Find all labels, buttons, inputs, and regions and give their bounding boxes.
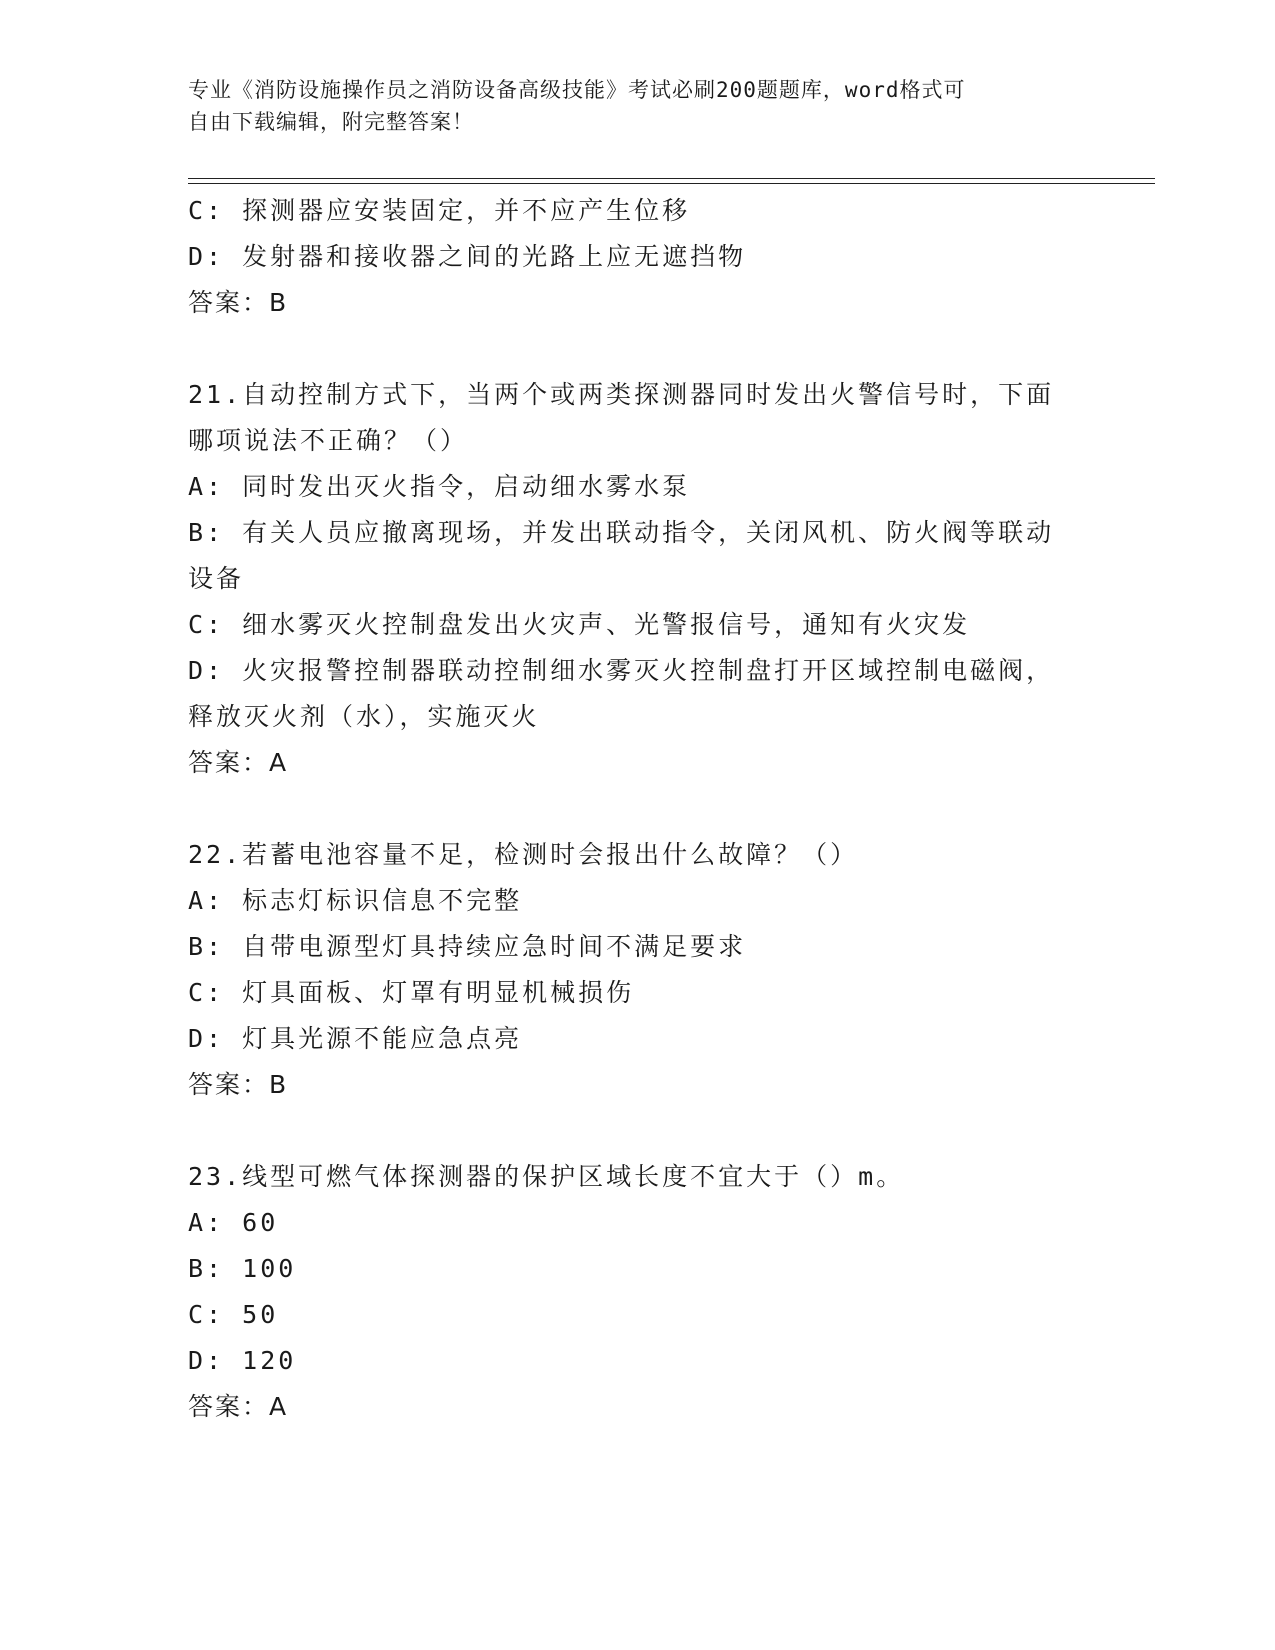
header-divider-top: [188, 178, 1155, 179]
answer-line: 答案：A: [188, 748, 289, 777]
option-c: C: 探测器应安装固定，并不应产生位移: [188, 196, 691, 225]
option-c: C: 50: [188, 1300, 279, 1329]
option-b: B: 100: [188, 1254, 297, 1283]
option-d: D: 火灾报警控制器联动控制细水雾灭火控制盘打开区域控制电磁阀，: [188, 656, 1055, 685]
spacer: [188, 326, 1088, 372]
spacer: [188, 1108, 1088, 1154]
option-b: B: 有关人员应撤离现场，并发出联动指令，关闭风机、防火阀等联动: [188, 518, 1055, 547]
answer-line: 答案：B: [188, 288, 289, 317]
option-a: A: 同时发出灭火指令，启动细水雾水泵: [188, 472, 691, 501]
question-stem-continued: 哪项说法不正确？（）: [188, 426, 469, 455]
answer-line: 答案：A: [188, 1392, 289, 1421]
question-21: [188, 372, 1088, 786]
option-d: D: 120: [188, 1346, 297, 1375]
header-line-2: 自由下载编辑，附完整答案！: [188, 110, 474, 134]
option-b-continued: 设备: [188, 564, 245, 593]
question-23: [188, 1154, 1088, 1430]
answer-line: 答案：B: [188, 1070, 289, 1099]
question-stem: 22.若蓄电池容量不足，检测时会报出什么故障？（）: [188, 840, 859, 869]
question-stem: 23.线型可燃气体探测器的保护区域长度不宜大于（）m。: [188, 1162, 905, 1191]
option-d-continued: 释放灭火剂（水），实施灭火: [188, 702, 540, 731]
option-a: A: 60: [188, 1208, 279, 1237]
spacer: [188, 786, 1088, 832]
question-22: [188, 832, 1088, 1108]
question-stem: 21.自动控制方式下，当两个或两类探测器同时发出火警信号时，下面: [188, 380, 1055, 409]
question-list: [188, 188, 1088, 1430]
option-c: C: 细水雾灭火控制盘发出火灾声、光警报信号，通知有火灾发: [188, 610, 971, 639]
document-header: [188, 74, 1068, 138]
option-c: C: 灯具面板、灯罩有明显机械损伤: [188, 978, 635, 1007]
option-b: B: 自带电源型灯具持续应急时间不满足要求: [188, 932, 747, 961]
option-a: A: 标志灯标识信息不完整: [188, 886, 523, 915]
header-divider-bottom: [188, 183, 1155, 184]
header-line-1: 专业《消防设施操作员之消防设备高级技能》考试必刷200题题库，word格式可: [188, 78, 966, 102]
option-d: D: 灯具光源不能应急点亮: [188, 1024, 523, 1053]
previous-question-tail: [188, 188, 1088, 326]
option-d: D: 发射器和接收器之间的光路上应无遮挡物: [188, 242, 747, 271]
